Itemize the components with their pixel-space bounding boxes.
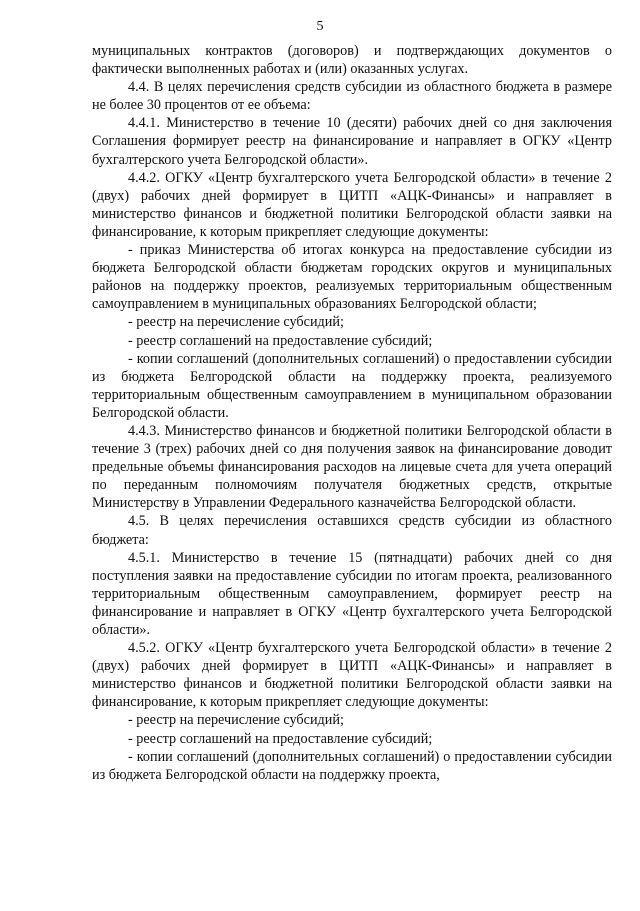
paragraph-4-4-3: 4.4.3. Министерство финансов и бюджетной политики Белгородской области в течение 3 (трех) рабочих дней со дня получения заявок на финансирование доводит предельные объемы финансирования расходов на лицевые счета для учета операций по переданным полномочиям получателя бюджетных средств, открытые Министерству в Управлении Федерального казначейства Белгородской области. — [92, 422, 612, 512]
list-item-transfer-registry-2: - реестр на перечисление субсидий; — [128, 712, 344, 729]
page-number: 5 — [316, 19, 324, 34]
list-item-agreement-copies: - копии соглашений (дополнительных соглашений) о предоставлении субсидии из бюджета Белгородской области на поддержку проекта, реализуемого территориальным общественным самоуправлением в муниципальном образовании Белгородской области. — [92, 350, 612, 421]
paragraph-4-5: 4.5. В целях перечисления оставшихся средств субсидии из областного бюджета: — [92, 513, 612, 548]
list-item-transfer-registry: - реестр на перечисление субсидий; — [128, 314, 344, 331]
paragraph-4-5-2: 4.5.2. ОГКУ «Центр бухгалтерского учета Белгородской области» в течение 2 (двух) рабочих дней формирует в ЦИТП «АЦК-Финансы» и направляет в министерство финансов и бюджетной политики Белгородской области заявки на финансирование, к которым прикрепляет следующие документы: — [92, 640, 612, 711]
list-item-agreements-registry-2: - реестр соглашений на предоставление субсидий; — [128, 730, 433, 747]
paragraph-4-4: 4.4. В целях перечисления средств субсидии из областного бюджета в размере не более 30 процентов от ее объема: — [92, 79, 612, 114]
list-item-agreements-registry: - реестр соглашений на предоставление субсидий; — [128, 332, 433, 349]
list-item-order: - приказ Министерства об итогах конкурса на предоставление субсидии из бюджета Белгородской области бюджетам городских округов и муниципальных районов на поддержку проектов, реализуемых территориальным общественным самоуправлением в муниципальных образованиях Белгородской области; — [92, 242, 612, 313]
list-item-agreement-copies-2: - копии соглашений (дополнительных соглашений) о предоставлении субсидии из бюджета Белгородской области на поддержку проекта, — [92, 748, 612, 783]
paragraph-continuation: муниципальных контрактов (договоров) и подтверждающих документов о фактически выполненных работах и (или) оказанных услугах. — [92, 43, 612, 78]
paragraph-4-4-2: 4.4.2. ОГКУ «Центр бухгалтерского учета Белгородской области» в течение 2 (двух) рабочих дней формирует в ЦИТП «АЦК-Финансы» и направляет в министерство финансов и бюджетной политики Белгородской области заявки на финансирование, к которым прикрепляет следующие документы: — [92, 169, 612, 240]
document-body — [92, 42, 612, 784]
paragraph-4-4-1: 4.4.1. Министерство в течение 10 (десяти) рабочих дней со дня заключения Соглашения формирует реестр на финансирование и направляет в ОГКУ «Центр бухгалтерского учета Белгородской области». — [92, 115, 612, 168]
paragraph-4-5-1: 4.5.1. Министерство в течение 15 (пятнадцати) рабочих дней со дня поступления заявки на предоставление субсидии по итогам проекта, реализованного территориальным общественным самоуправлением, формирует реестр на финансирование и направляет в ОГКУ «Центр бухгалтерского учета Белгородской области». — [92, 549, 612, 638]
